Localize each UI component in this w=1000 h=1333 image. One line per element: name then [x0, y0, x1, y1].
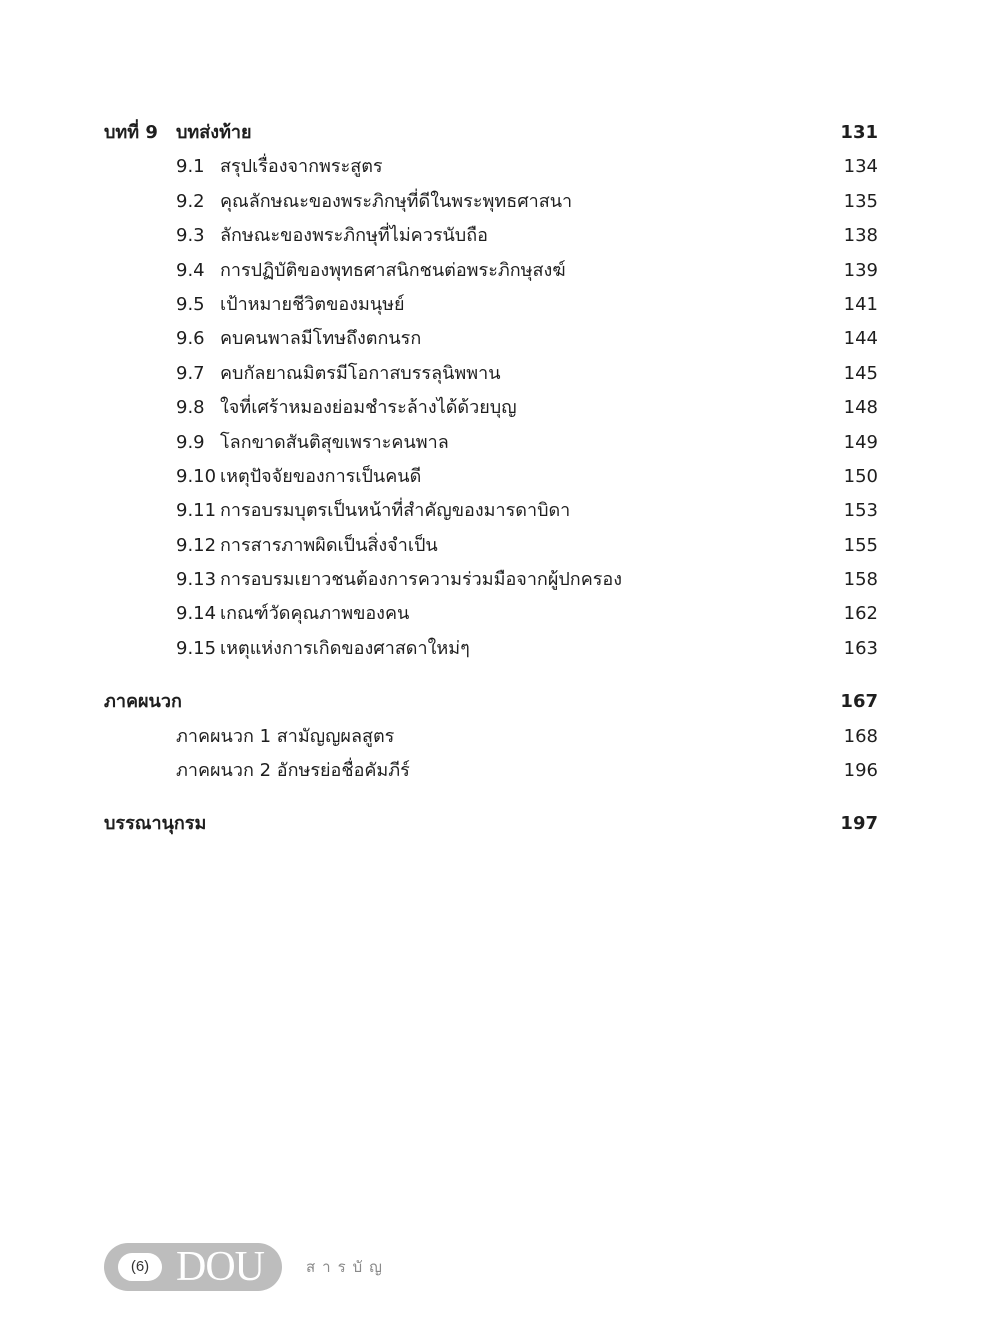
appendix-page: 167 [840, 691, 878, 713]
section-number: 9.7 [176, 362, 205, 384]
toc-entry[interactable] [104, 357, 880, 391]
section-page: 139 [843, 259, 878, 281]
toc-entry[interactable] [104, 254, 880, 288]
footer-badge [104, 1243, 282, 1291]
section-number: 9.5 [176, 293, 205, 315]
toc-entry[interactable] [104, 632, 880, 666]
section-page: 155 [843, 534, 878, 556]
section-page: 153 [843, 500, 878, 522]
section-number: 9.6 [176, 328, 205, 350]
appendix-entry-page: 196 [843, 760, 878, 782]
section-number: 9.13 [176, 569, 217, 591]
section-title: โลกขาดสันติสุขเพราะคนพาล [220, 431, 449, 453]
section-page: 150 [843, 465, 878, 487]
appendix-heading[interactable] [104, 685, 880, 719]
appendix-title: ภาคผนวก [104, 691, 182, 713]
section-title: ใจที่เศร้าหมองย่อมชำระล้างได้ด้วยบุญ [220, 397, 517, 419]
bibliography-page: 197 [840, 813, 878, 835]
chapter-title: บทส่งท้าย [176, 122, 252, 143]
toc-entry[interactable] [104, 563, 880, 597]
table-of-contents [104, 116, 880, 842]
section-title: การอบรมบุตรเป็นหน้าที่สำคัญของมารดาบิดา [220, 500, 571, 522]
toc-entry[interactable] [104, 219, 880, 253]
toc-entry[interactable] [104, 494, 880, 528]
section-number: 9.12 [176, 534, 217, 556]
section-page: 144 [843, 328, 878, 350]
page-footer [104, 1243, 389, 1291]
toc-entry[interactable] [104, 460, 880, 494]
section-title: คบกัลยาณมิตรมีโอกาสบรรลุนิพพาน [220, 362, 501, 384]
bibliography-heading[interactable] [104, 807, 880, 841]
section-number: 9.10 [176, 465, 217, 487]
spacer [104, 788, 880, 807]
section-page: 148 [843, 397, 878, 419]
appendix-entry[interactable] [104, 720, 880, 754]
section-page: 135 [843, 190, 878, 212]
footer-section-name: สารบัญ [306, 1258, 389, 1276]
section-page: 141 [843, 293, 878, 315]
section-page: 163 [843, 637, 878, 659]
spacer [104, 666, 880, 685]
section-number: 9.9 [176, 431, 205, 453]
chapter-number: บทที่ 9 [104, 122, 158, 143]
chapter-heading[interactable] [104, 116, 880, 150]
appendix-entry-page: 168 [843, 725, 878, 747]
toc-entry[interactable] [104, 185, 880, 219]
section-number: 9.1 [176, 156, 205, 178]
toc-entry[interactable] [104, 150, 880, 184]
section-page: 145 [843, 362, 878, 384]
appendix-entry-title: ภาคผนวก 2 อักษรย่อชื่อคัมภีร์ [176, 760, 410, 782]
section-number: 9.4 [176, 259, 205, 281]
section-number: 9.11 [176, 500, 217, 522]
section-title: เป้าหมายชีวิตของมนุษย์ [220, 293, 405, 315]
section-number: 9.14 [176, 603, 217, 625]
bibliography-title: บรรณานุกรม [104, 813, 207, 835]
toc-entry[interactable] [104, 426, 880, 460]
section-title: เหตุแห่งการเกิดของศาสดาใหม่ๆ [220, 637, 470, 659]
section-page: 158 [843, 569, 878, 591]
toc-entry[interactable] [104, 391, 880, 425]
section-page: 138 [843, 225, 878, 247]
chapter-page: 131 [840, 122, 878, 143]
section-title: คบคนพาลมีโทษถึงตกนรก [220, 328, 422, 350]
toc-entry[interactable] [104, 288, 880, 322]
section-page: 162 [843, 603, 878, 625]
section-title: เหตุปัจจัยของการเป็นคนดี [220, 465, 422, 487]
section-number: 9.3 [176, 225, 205, 247]
section-number: 9.15 [176, 637, 217, 659]
section-number: 9.8 [176, 397, 205, 419]
dou-logo: DOU [176, 1244, 264, 1290]
section-title: การอบรมเยาวชนต้องการความร่วมมือจากผู้ปกครอง [220, 569, 623, 591]
section-list [104, 150, 880, 666]
section-number: 9.2 [176, 190, 205, 212]
section-page: 149 [843, 431, 878, 453]
appendix-entry-title: ภาคผนวก 1 สามัญญผลสูตร [176, 725, 395, 747]
section-title: คุณลักษณะของพระภิกษุที่ดีในพระพุทธศาสนา [220, 190, 573, 212]
section-title: การปฏิบัติของพุทธศาสนิกชนต่อพระภิกษุสงฆ์ [220, 259, 566, 281]
section-title: สรุปเรื่องจากพระสูตร [220, 156, 383, 178]
section-title: เกณฑ์วัดคุณภาพของคน [220, 603, 410, 625]
section-title: ลักษณะของพระภิกษุที่ไม่ควรนับถือ [220, 225, 488, 247]
appendix-entry[interactable] [104, 754, 880, 788]
toc-entry[interactable] [104, 529, 880, 563]
page-number: (6) [118, 1253, 162, 1281]
section-page: 134 [843, 156, 878, 178]
section-title: การสารภาพผิดเป็นสิ่งจำเป็น [220, 534, 438, 556]
toc-entry[interactable] [104, 597, 880, 631]
toc-entry[interactable] [104, 322, 880, 356]
